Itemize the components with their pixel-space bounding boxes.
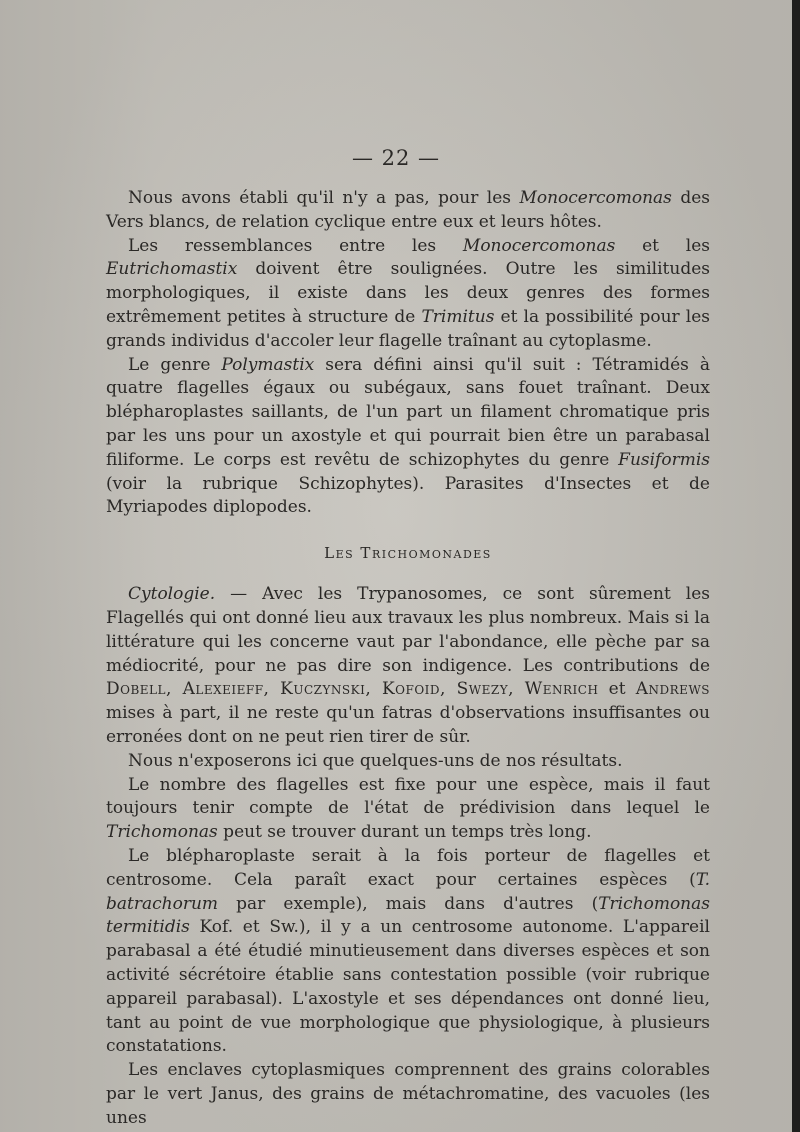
species-name: Trichomonas termitidis <box>106 893 710 938</box>
paragraph-6 <box>106 774 710 845</box>
author-names: Andrews <box>635 679 710 700</box>
genus-name: Fusiformis <box>618 449 710 470</box>
paragraph-5: Nous n'exposerons ici que quelques-uns de nos résultats. <box>128 750 623 771</box>
text-run: — Avec les Trypanosomes, ce sont sûrement les Flagellés qui ont donné lieu aux travaux les plus nombreux. Mais si la littérature qui les concerne vaut par l'abondance, elle pèche par sa médiocrité, pour ne pas dire son indigence. Les contributions de <box>106 584 710 676</box>
text-run: Le blépharoplaste serait à la fois porteur de flagelles et centrosome. Cela paraît exact pour certaines espèces ( <box>106 845 710 890</box>
text-run: (voir la rubrique Schizophytes). Parasites d'Insectes et de Myriapodes diplopodes. <box>106 473 710 518</box>
author-names: Dobell, Alexeieff, Kuczynski, Kofoid, Swezy, Wenrich <box>106 679 599 700</box>
text-run: Les ressemblances entre les <box>128 235 463 256</box>
text-run: Nous avons établi qu'il n'y a pas, pour les <box>128 188 520 208</box>
genus-name: Monocercomonas <box>462 235 616 256</box>
text-run: mises à part, il ne reste qu'un fatras d'observations insuffisantes ou erronées dont on ne peut rien tirer de sûr. <box>106 703 710 747</box>
section-heading: Les Trichomonades <box>324 544 492 563</box>
text-run: Le genre <box>128 354 222 375</box>
text-run: par exemple), mais dans d'autres ( <box>218 893 599 914</box>
genus-name: Trichomonas <box>106 822 218 843</box>
text-run: peut se trouver durant un temps très long. <box>217 822 592 843</box>
page-number: — 22 — <box>351 146 441 170</box>
paragraph-7 <box>106 845 710 1059</box>
text-run: et <box>598 679 636 700</box>
text-run: Le nombre des flagelles est fixe pour une espèce, mais il faut toujours tenir compte de l'état de prédivision dans lequel le <box>106 774 710 819</box>
paragraph-4 <box>106 583 710 750</box>
genus-name: Monocercomonas <box>519 188 672 208</box>
text-run: sera défini ainsi qu'il suit : Tétramidés à quatre flagelles égaux ou subégaux, sans fouet traînant. Deux blépharoplastes saillants, de l'un part un filament chromatique pris par les uns pour un axostyle et qui pourrait bien être un parabasal filiforme. Le corps est revêtu de schizophytes du genre <box>106 354 710 470</box>
species-name: T. batrachorum <box>106 869 710 914</box>
paragraph-3 <box>106 354 710 521</box>
paragraph-1 <box>106 187 710 235</box>
text-run: des Vers blancs, de relation cyclique entre eux et leurs hôtes. <box>106 188 710 232</box>
body-text <box>106 187 710 1130</box>
genus-name: Trimitus <box>421 306 495 327</box>
text-run: Kof. et Sw.), il y a un centrosome autonome. L'appareil parabasal a été étudié minutieusement dans diverses espèces et son activité sécrétoire établie sans contestation possible (voir rubrique appareil parabasal). L'axostyle et ses dépendances ont donné lieu, tant au point de vue morphologique que physiologique, à plusieurs constatations. <box>106 917 710 1057</box>
paragraph-2 <box>106 235 710 354</box>
text-run: et la possibilité pour les grands individus d'accoler leur flagelle traînant au cytoplasme. <box>106 306 710 351</box>
genus-name: Eutrichomastix <box>106 259 238 280</box>
section-label: Cytologie. <box>128 584 216 605</box>
text-run: et les <box>615 235 710 256</box>
paragraph-8: Les enclaves cytoplasmiques comprennent des grains colorables par le vert Janus, des grains de métachromatine, des vacuoles (les unes <box>106 1060 710 1128</box>
genus-name: Polymastix <box>221 354 315 375</box>
text-run: doivent être soulignées. Outre les similitudes morphologiques, il existe dans les deux genres des formes extrêmement petites à structure de <box>106 259 710 327</box>
